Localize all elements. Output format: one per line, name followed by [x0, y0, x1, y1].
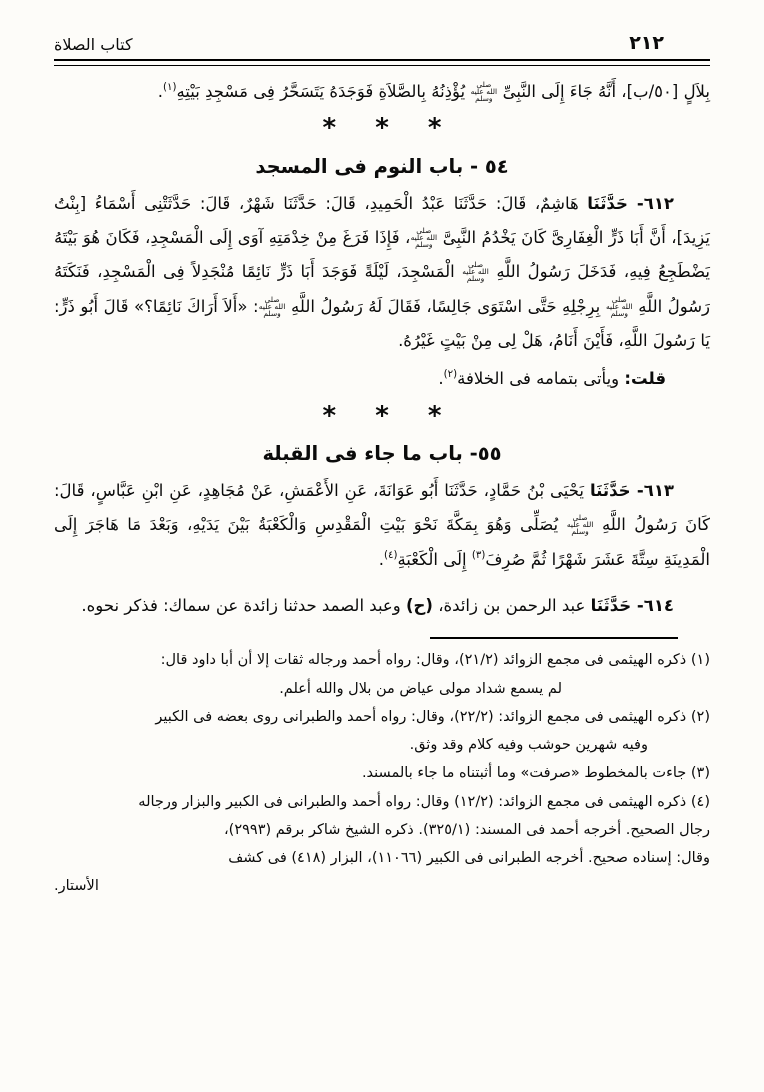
footnote-1: [54, 646, 710, 703]
footnote-line: رجال الصحيح. أخرجه أحمد فى المسند: (٣٢٥/١). ذكره الشيخ شاكر برقم (٢٩٩٣)،: [223, 821, 710, 838]
footnote-line: (٢) ذكره الهيثمى فى مجمع الزوائد: (٢٢/٢)، وقال: رواه أحمد والطبرانى روى بعضه فى الكبير: [155, 708, 710, 725]
honorific-mark: صلى الله عليه وسلم: [462, 260, 489, 284]
section-separator-2: * * *: [322, 400, 442, 431]
footnote-separator-rule: [430, 637, 678, 639]
hadith-614: ٦١٤- حَدَّثَنَا عبد الرحمن بن زائدة، (ح) وعبد الصمد حدثنا زائدة عن سماك: فذكر نحوه.: [81, 596, 674, 615]
footnote-4: [54, 788, 710, 901]
footnote-line: وقال: إسناده صحيح. أخرجه الطبرانى فى الكبير (١١٠٦٦)، البزار (٤١٨) فى كشف: [228, 850, 710, 867]
page-body: [54, 75, 710, 623]
chapter-55-title: ٥٥- باب ما جاء فى القبلة: [262, 441, 502, 465]
footnote-line: الأستار.: [54, 878, 99, 895]
page-number: ٢١٢: [629, 32, 664, 54]
hadith-613: ٦١٣- حَدَّثَنَا يَحْيَى بْنُ حَمَّادٍ، حَدَّثَنَا أَبُو عَوَانَةَ، عَنِ الأَعْمَشِ، عَنْ مُجَاهِدٍ، عَنِ ابْنِ عَبَّاسٍ، قَالَ: كَانَ رَسُولُ اللَّهِ صلى الله عليه وسلم يُصَلِّى وَهُوَ بِمَكَّةَ نَحْوَ بَيْتِ الْمَقْدِسِ وَالْكَعْبَةُ بَيْنَ يَدَيْهِ، وَبَعْدَ مَا هَاجَرَ إِلَى الْمَدِينَةِ سِتَّةَ عَشَرَ شَهْرًا ثُمَّ صُرِفَ$^{(٣)}$ إِلَى الْكَعْبَةِ$^{(٤)}$.: [54, 481, 710, 569]
header-rule: [54, 59, 710, 66]
intro-line: بِلاَلٍ [٥٠/ب]، أَنَّهُ جَاءَ إِلَى النَّبِىِّ صلى الله عليه وسلم يُؤْذِنُهُ بِالصَّلاَةِ فَوَجَدَهُ يَتَسَحَّرُ فِى مَسْجِدِ بَيْتِهِ$^{(١)}$.: [157, 80, 710, 103]
honorific-mark: صلى الله عليه وسلم: [410, 226, 438, 250]
footnote-line: وفيه شهرين حوشب وفيه كلام وقد وثق.: [409, 737, 648, 754]
footnote-line: (١) ذكره الهيثمى فى مجمع الزوائد (٢١/٢)، وقال: رواه أحمد ورجاله ثقات إلا أن أبا داود قال:: [160, 652, 710, 669]
footnote-line: (٣) جاءت بالمخطوط «صرفت» وما أثبتناه ما جاء بالمسند.: [361, 765, 710, 782]
honorific-mark: صلى الله عليه وسلم: [606, 294, 633, 318]
footnote-2: [54, 703, 710, 760]
hadith-612: ٦١٢- حَدَّثَنَا هَاشِمٌ، قَالَ: حَدَّثَنَا عَبْدُ الْحَمِيدِ، قَالَ: حَدَّثَنَا شَهْرٌ، قَالَ: حَدَّثَتْنِى أَسْمَاءُ [بِنْتُ يَزِيدَ]، أَنَّ أَبَا ذَرٍّ الْغِفَارِىَّ كَانَ يَخْدُمُ النَّبِىَّ صلى الله عليه وسلم، فَإِذَا فَرَغَ مِنْ خِدْمَتِهِ آوَى إِلَى الْمَسْجِدِ، فَكَانَ هُوَ بَيْتَهُ يَضْطَجِعُ فِيهِ، فَدَخَلَ رَسُولُ اللَّهِ صلى الله عليه وسلم الْمَسْجِدَ، لَيْلَةً فَوَجَدَ أَبَا ذَرٍّ نَائِمًا مُنْجَدِلاً فِى الْمَسْجِدِ، فَنَكَتَهُ رَسُولُ اللَّهِ صلى الله عليه وسلم بِرِجْلِهِ حَتَّى اسْتَوَى جَالِسًا، فَقَالَ لَهُ رَسُولُ اللَّهِ صلى الله عليه وسلم: «أَلاَ أَرَاكَ نَائِمًا؟» قَالَ أَبُو ذَرٍّ: يَا رَسُولَ اللَّهِ، فَأَيْنَ أَنَامُ، هَلْ لِى مِنْ بَيْتٍ غَيْرُهُ.: [54, 193, 711, 350]
page-header: [54, 24, 710, 54]
footnote-line: لم يسمع شداد مولى عياض من بلال والله أعلم.: [279, 680, 562, 697]
book-title: كتاب الصلاة: [54, 35, 133, 54]
honorific-mark: صلى الله عليه وسلم: [258, 294, 286, 318]
author-comment: قلت: ويأتى بتمامه فى الخلافة$^{(٢)}$.: [438, 369, 666, 389]
section-separator-1: * * *: [322, 113, 442, 144]
honorific-mark: صلى الله عليه وسلم: [470, 80, 498, 103]
footnotes-block: [54, 637, 710, 900]
footnote-3: [54, 759, 710, 787]
honorific-mark: صلى الله عليه وسلم: [566, 513, 594, 537]
footnote-line: (٤) ذكره الهيثمى فى مجمع الزوائد: (١٢/٢) وقال: رواه أحمد والطبرانى فى الكبير والبزار ورجاله: [138, 793, 710, 810]
chapter-54-title: ٥٤ - باب النوم فى المسجد: [255, 154, 509, 178]
